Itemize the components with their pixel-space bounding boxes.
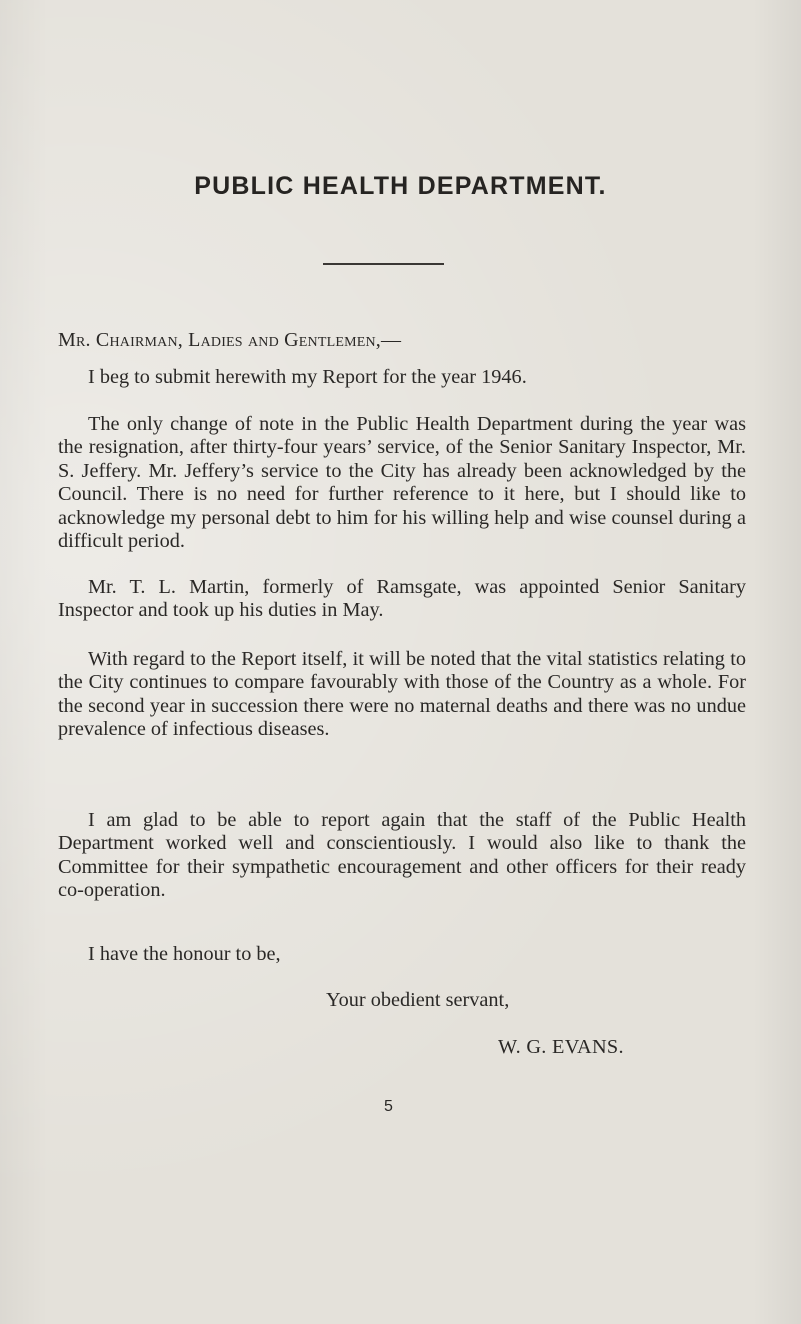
signature: W. G. EVANS.: [498, 1036, 624, 1058]
paragraph-3: Mr. T. L. Martin, formerly of Ramsgate, was appointed Senior Sanitary Inspector and took up his duties in May.: [58, 576, 746, 622]
salutation-text: Mr. Chairman, Ladies and Gentlemen,—: [58, 329, 402, 351]
paragraph-5: I am glad to be able to report again that the staff of the Public Health Department worked well and conscientiously. I would also like to thank the Committee for their sympathetic encouragement and other officers for their ready co-operation.: [58, 809, 746, 902]
paragraph-1: I beg to submit herewith my Report for the year 1946.: [88, 366, 527, 388]
page-title: PUBLIC HEALTH DEPARTMENT.: [194, 172, 607, 200]
paragraph-2: The only change of note in the Public Health Department during the year was the resignation, after thirty-four years’ service, of the Senior Sanitary Inspector, Mr. S. Jeffery. Mr. Jeffery’s service to the City has already been acknowledged by the Council. There is no need for further reference to it here, but I should like to acknowledge my personal debt to him for his willing help and wise counsel during a difficult period.: [58, 413, 746, 553]
paragraph-6: I have the honour to be,: [88, 943, 281, 965]
paragraph-4: With regard to the Report itself, it will be noted that the vital statistics relating to the City continues to compare favourably with those of the Country as a whole. For the second year in succession there were no maternal deaths and there was no undue prevalence of infectious diseases.: [58, 648, 746, 741]
salutation: [58, 329, 401, 352]
closing-line: Your obedient servant,: [326, 989, 510, 1011]
page-number: 5: [384, 1098, 393, 1115]
title-divider: [323, 263, 444, 265]
